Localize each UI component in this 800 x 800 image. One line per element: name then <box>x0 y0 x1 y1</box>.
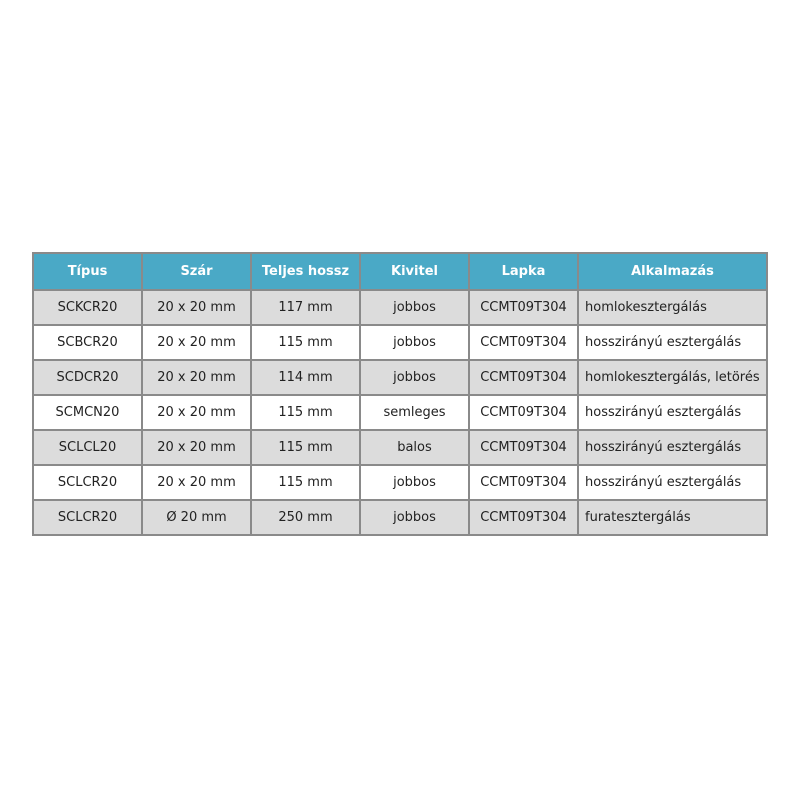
cell-szar: 20 x 20 mm <box>142 290 251 325</box>
cell-tipus: SCBCR20 <box>33 325 142 360</box>
table-row <box>33 395 767 430</box>
cell-lapka: CCMT09T304 <box>469 395 578 430</box>
cell-kivitel: jobbos <box>360 360 469 395</box>
cell-teljes-hossz: 115 mm <box>251 465 360 500</box>
cell-kivitel: semleges <box>360 395 469 430</box>
cell-alkalmazas: furatesztergálás <box>578 500 767 535</box>
cell-tipus: SCLCR20 <box>33 465 142 500</box>
header-teljes-hossz: Teljes hossz <box>251 253 360 290</box>
tool-holder-table-container <box>32 252 766 536</box>
cell-alkalmazas: hosszirányú esztergálás <box>578 325 767 360</box>
tool-holder-table <box>32 252 768 536</box>
cell-alkalmazas: homlokesztergálás, letörés <box>578 360 767 395</box>
cell-szar: 20 x 20 mm <box>142 395 251 430</box>
cell-teljes-hossz: 250 mm <box>251 500 360 535</box>
cell-tipus: SCDCR20 <box>33 360 142 395</box>
header-alkalmazas: Alkalmazás <box>578 253 767 290</box>
cell-lapka: CCMT09T304 <box>469 360 578 395</box>
cell-alkalmazas: homlokesztergálás <box>578 290 767 325</box>
cell-tipus: SCLCL20 <box>33 430 142 465</box>
cell-lapka: CCMT09T304 <box>469 325 578 360</box>
cell-kivitel: jobbos <box>360 465 469 500</box>
cell-kivitel: jobbos <box>360 290 469 325</box>
cell-szar: 20 x 20 mm <box>142 360 251 395</box>
table-row <box>33 360 767 395</box>
cell-kivitel: jobbos <box>360 500 469 535</box>
table-row <box>33 325 767 360</box>
cell-teljes-hossz: 115 mm <box>251 430 360 465</box>
cell-teljes-hossz: 114 mm <box>251 360 360 395</box>
cell-lapka: CCMT09T304 <box>469 290 578 325</box>
table-row <box>33 500 767 535</box>
cell-kivitel: balos <box>360 430 469 465</box>
header-kivitel: Kivitel <box>360 253 469 290</box>
header-tipus: Típus <box>33 253 142 290</box>
cell-szar: Ø 20 mm <box>142 500 251 535</box>
cell-alkalmazas: hosszirányú esztergálás <box>578 465 767 500</box>
table-row <box>33 465 767 500</box>
cell-alkalmazas: hosszirányú esztergálás <box>578 430 767 465</box>
cell-alkalmazas: hosszirányú esztergálás <box>578 395 767 430</box>
table-row <box>33 290 767 325</box>
cell-lapka: CCMT09T304 <box>469 500 578 535</box>
cell-lapka: CCMT09T304 <box>469 465 578 500</box>
cell-tipus: SCLCR20 <box>33 500 142 535</box>
header-szar: Szár <box>142 253 251 290</box>
cell-szar: 20 x 20 mm <box>142 465 251 500</box>
header-lapka: Lapka <box>469 253 578 290</box>
cell-teljes-hossz: 117 mm <box>251 290 360 325</box>
cell-teljes-hossz: 115 mm <box>251 325 360 360</box>
cell-kivitel: jobbos <box>360 325 469 360</box>
table-row <box>33 430 767 465</box>
cell-tipus: SCMCN20 <box>33 395 142 430</box>
cell-szar: 20 x 20 mm <box>142 325 251 360</box>
cell-tipus: SCKCR20 <box>33 290 142 325</box>
cell-teljes-hossz: 115 mm <box>251 395 360 430</box>
cell-lapka: CCMT09T304 <box>469 430 578 465</box>
table-header-row <box>33 253 767 290</box>
cell-szar: 20 x 20 mm <box>142 430 251 465</box>
